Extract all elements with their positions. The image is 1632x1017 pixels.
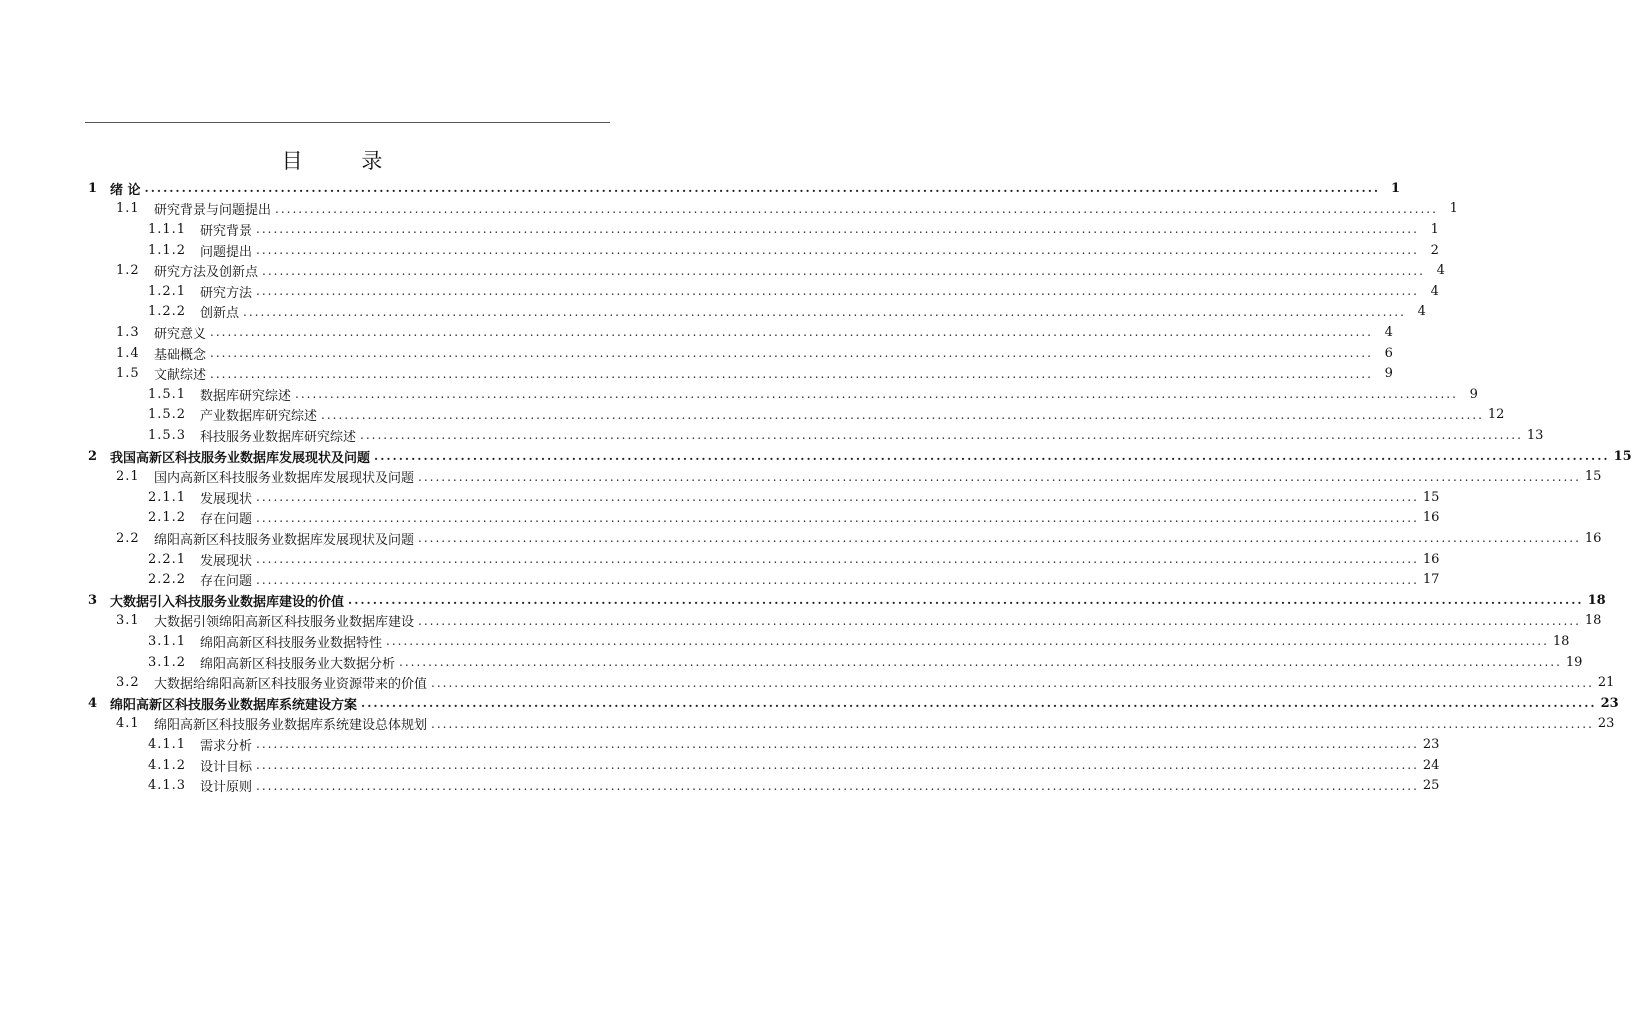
toc-entry[interactable] [148, 219, 1439, 240]
toc-entry-page: 24 [1422, 757, 1440, 773]
toc-entry-title: 文献综述 [154, 368, 207, 384]
toc-entry[interactable] [116, 363, 1393, 384]
toc-entry-title: 需求分析 [200, 738, 253, 754]
toc-entry[interactable] [148, 569, 1440, 590]
toc-leader-dots: ........................................................................................................................................................................................................ [399, 655, 1562, 670]
toc-entry-number: 2.2 [116, 530, 140, 546]
toc-entry-title: 绵阳高新区科技服务业数据特性 [200, 635, 383, 651]
toc-entry-title: 研究背景与问题提出 [154, 203, 272, 219]
page-title: 目 录 [281, 149, 409, 173]
toc-entry[interactable] [88, 446, 1632, 467]
toc-leader-dots: ........................................................................................................................................................................................................ [256, 737, 1419, 752]
toc-entry-number: 1.2.2 [148, 304, 187, 320]
toc-leader-dots: ........................................................................................................................................................................................................ [256, 243, 1419, 258]
toc-leader-dots: ........................................................................................................................................................................................................ [374, 449, 1610, 464]
toc-entry[interactable] [116, 260, 1445, 281]
toc-entry-page: 18 [1584, 613, 1602, 629]
toc-leader-dots: ........................................................................................................................................................................................................ [144, 181, 1381, 196]
toc-entry[interactable] [148, 508, 1440, 529]
toc-entry-page: 9 [1384, 366, 1393, 382]
toc-entry-title: 研究背景 [200, 223, 253, 239]
toc-leader-dots: ........................................................................................................................................................................................................ [361, 696, 1597, 711]
toc-entry[interactable] [116, 343, 1393, 364]
toc-entry-number: 1 [88, 180, 99, 196]
toc-entry-title: 设计原则 [200, 780, 253, 796]
toc-leader-dots: ........................................................................................................................................................................................................ [256, 552, 1419, 567]
toc-entry-page: 15 [1422, 489, 1440, 505]
toc-entry-page: 9 [1469, 386, 1478, 402]
toc-entry-number: 1.3 [116, 324, 140, 340]
toc-entry-number: 2.2.2 [148, 572, 187, 588]
toc-entry-title: 绪 论 [110, 182, 141, 198]
toc-leader-dots: ........................................................................................................................................................................................................ [256, 490, 1419, 505]
toc-entry-number: 1.2.1 [148, 283, 187, 299]
toc-entry-number: 1.2 [116, 263, 140, 279]
toc-leader-dots: ........................................................................................................................................................................................................ [386, 634, 1549, 649]
toc-entry[interactable] [88, 693, 1619, 714]
toc-entry[interactable] [148, 631, 1570, 652]
toc-entry[interactable] [88, 178, 1401, 199]
toc-entry-number: 3.1.2 [148, 654, 187, 670]
toc-entry-page: 18 [1587, 592, 1606, 608]
toc-entry[interactable] [148, 281, 1439, 302]
toc-entry-page: 15 [1613, 448, 1632, 464]
toc-entry-number: 3.2 [116, 675, 140, 691]
toc-leader-dots: ........................................................................................................................................................................................................ [431, 716, 1594, 731]
toc-leader-dots: ........................................................................................................................................................................................................ [210, 346, 1373, 361]
toc-entry-page: 4 [1417, 304, 1426, 320]
toc-entry-number: 3.1.1 [148, 633, 187, 649]
toc-entry-title: 存在问题 [200, 574, 253, 590]
toc-entry-page: 23 [1597, 716, 1615, 732]
toc-leader-dots: ........................................................................................................................................................................................................ [262, 263, 1425, 278]
toc-entry[interactable] [148, 775, 1440, 796]
toc-entry-page: 19 [1565, 654, 1583, 670]
toc-entry-title: 大数据引入科技服务业数据库建设的价值 [110, 594, 345, 610]
toc-leader-dots: ........................................................................................................................................................................................................ [256, 284, 1419, 299]
toc-entry-number: 4.1 [116, 716, 140, 732]
toc-entry-page: 21 [1597, 675, 1615, 691]
toc-leader-dots: ........................................................................................................................................................................................................ [256, 778, 1419, 793]
toc-entry-title: 绵阳高新区科技服务业数据库系统建设总体规划 [154, 718, 428, 734]
toc-entry-title: 研究意义 [154, 326, 207, 342]
toc-entry-page: 2 [1430, 242, 1439, 258]
toc-entry[interactable] [148, 549, 1440, 570]
toc-entry-page: 17 [1422, 572, 1440, 588]
toc-entry-title: 我国高新区科技服务业数据库发展现状及问题 [110, 450, 371, 466]
toc-leader-dots: ........................................................................................................................................................................................................ [243, 304, 1406, 319]
header-rule [85, 122, 610, 123]
toc-leader-dots: ........................................................................................................................................................................................................ [295, 387, 1458, 402]
toc-entry-page: 4 [1430, 283, 1439, 299]
toc-entry-number: 2 [88, 448, 99, 464]
toc-entry[interactable] [116, 714, 1615, 735]
toc-entry[interactable] [148, 425, 1544, 446]
toc-leader-dots: ........................................................................................................................................................................................................ [256, 510, 1419, 525]
toc-entry-title: 发展现状 [200, 491, 253, 507]
toc-entry[interactable] [148, 652, 1583, 673]
toc-entry[interactable] [148, 734, 1440, 755]
toc-entry[interactable] [116, 322, 1393, 343]
toc-entry-number: 1.1 [116, 201, 140, 217]
toc-entry-number: 1.4 [116, 345, 140, 361]
toc-entry-number: 3 [88, 592, 99, 608]
toc-entry-number: 2.2.1 [148, 551, 187, 567]
toc-leader-dots: ........................................................................................................................................................................................................ [418, 469, 1581, 484]
toc-entry[interactable] [116, 528, 1602, 549]
toc-entry-page: 15 [1584, 469, 1602, 485]
toc-entry-number: 1.5.3 [148, 427, 187, 443]
toc-entry-number: 1.1.1 [148, 221, 187, 237]
toc-entry-title: 绵阳高新区科技服务业大数据分析 [200, 656, 396, 672]
toc-entry-number: 4.1.2 [148, 757, 187, 773]
toc-entry-title: 绵阳高新区科技服务业数据库发展现状及问题 [154, 532, 415, 548]
toc-leader-dots: ........................................................................................................................................................................................................ [256, 572, 1419, 587]
toc-entry-page: 25 [1422, 778, 1440, 794]
toc-entry-number: 2.1.1 [148, 489, 187, 505]
toc-leader-dots: ........................................................................................................................................................................................................ [275, 201, 1438, 216]
toc-entry-title: 科技服务业数据库研究综述 [200, 429, 357, 445]
toc-entry-page: 13 [1526, 427, 1544, 443]
toc-leader-dots: ........................................................................................................................................................................................................ [210, 366, 1373, 381]
toc-entry-title: 绵阳高新区科技服务业数据库系统建设方案 [110, 697, 358, 713]
toc-entry[interactable] [148, 487, 1440, 508]
toc-entry-number: 2.1.2 [148, 510, 187, 526]
toc-entry-page: 16 [1422, 510, 1440, 526]
toc-entry-number: 1.5.2 [148, 407, 187, 423]
toc-entry-title: 研究方法 [200, 285, 253, 301]
toc-entry-number: 4.1.3 [148, 778, 187, 794]
toc-leader-dots: ........................................................................................................................................................................................................ [418, 531, 1581, 546]
toc-entry-number: 2.1 [116, 469, 140, 485]
toc-entry-title: 发展现状 [200, 553, 253, 569]
toc-entry-page: 4 [1436, 263, 1445, 279]
toc-entry[interactable] [116, 672, 1615, 693]
toc-entry-title: 存在问题 [200, 512, 253, 528]
toc-entry[interactable] [148, 384, 1478, 405]
toc-entry-number: 1.1.2 [148, 242, 187, 258]
toc-entry-title: 国内高新区科技服务业数据库发展现状及问题 [154, 471, 415, 487]
toc-entry-page: 18 [1552, 633, 1570, 649]
toc-entry[interactable] [148, 240, 1439, 261]
toc-entry[interactable] [148, 405, 1505, 426]
toc-entry-number: 4.1.1 [148, 736, 187, 752]
toc-entry-title: 问题提出 [200, 244, 253, 260]
toc-entry-page: 1 [1391, 180, 1401, 196]
toc-leader-dots: ........................................................................................................................................................................................................ [210, 325, 1373, 340]
toc-entry-page: 12 [1487, 407, 1505, 423]
toc-entry-title: 研究方法及创新点 [154, 265, 259, 281]
toc-entry-page: 16 [1584, 530, 1602, 546]
toc-entry[interactable] [116, 466, 1602, 487]
toc-leader-dots: ........................................................................................................................................................................................................ [321, 407, 1484, 422]
toc-leader-dots: ........................................................................................................................................................................................................ [360, 428, 1523, 443]
toc-entry[interactable] [116, 199, 1458, 220]
toc-entry-title: 创新点 [200, 306, 240, 322]
toc-entry-number: 1.5 [116, 366, 140, 382]
toc-entry-page: 1 [1449, 201, 1458, 217]
toc-entry-page: 4 [1384, 324, 1393, 340]
toc-leader-dots: ........................................................................................................................................................................................................ [348, 593, 1584, 608]
toc-entry[interactable] [148, 302, 1426, 323]
toc-leader-dots: ........................................................................................................................................................................................................ [256, 758, 1419, 773]
toc-leader-dots: ........................................................................................................................................................................................................ [418, 613, 1581, 628]
toc-entry-number: 1.5.1 [148, 386, 187, 402]
toc-entry-page: 16 [1422, 551, 1440, 567]
toc-entry-page: 23 [1422, 736, 1440, 752]
toc-entry[interactable] [148, 755, 1440, 776]
toc-entry-page: 6 [1384, 345, 1393, 361]
toc-entry-title: 设计目标 [200, 759, 253, 775]
toc-entry-title: 基础概念 [154, 347, 207, 363]
toc-entry-page: 1 [1430, 221, 1439, 237]
toc-leader-dots: ........................................................................................................................................................................................................ [256, 222, 1419, 237]
toc-entry[interactable] [116, 611, 1602, 632]
toc-entry-title: 产业数据库研究综述 [200, 409, 318, 425]
toc-entry-number: 4 [88, 695, 99, 711]
toc-entry-page: 23 [1600, 695, 1619, 711]
toc-entry-number: 3.1 [116, 613, 140, 629]
toc-entry[interactable] [88, 590, 1606, 611]
toc-leader-dots: ........................................................................................................................................................................................................ [431, 675, 1594, 690]
toc-entry-title: 数据库研究综述 [200, 388, 292, 404]
toc-entry-title: 大数据给绵阳高新区科技服务业资源带来的价值 [154, 677, 428, 693]
toc-entry-title: 大数据引领绵阳高新区科技服务业数据库建设 [154, 615, 415, 631]
